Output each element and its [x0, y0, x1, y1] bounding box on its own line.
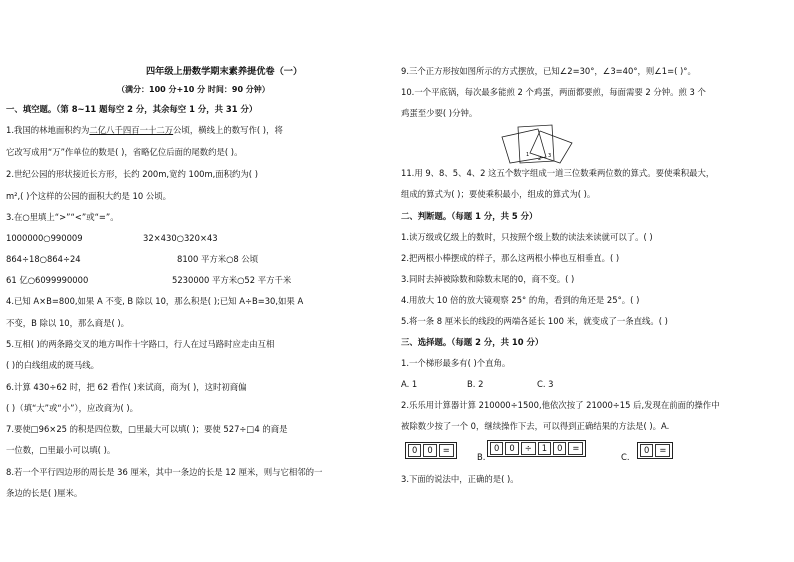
q6-line1: 6.计算 430÷62 时，把 62 看作( )来试商，商为( )，这时初商偏 — [6, 382, 247, 392]
calculator-key: ÷ — [521, 442, 536, 455]
choice-q1-option-a: A. 1 — [401, 379, 418, 389]
q2-line2: m²,( )个这样的公园的面积大约是 10 公顷。 — [6, 191, 171, 201]
calculator-key: 0 — [408, 444, 421, 457]
q7-line2: 一位数，□里最小可以填( )。 — [6, 445, 116, 455]
calculator-key: = — [439, 444, 454, 457]
calculator-key: 0 — [423, 444, 436, 457]
judge-q2: 2.把两根小棒摆成的样子，那么这两根小棒也互相垂直。( ) — [401, 253, 620, 263]
q3-heading: 3.在○里填上“>”“<”或“=”。 — [6, 212, 119, 222]
q3-item: 5230000 平方米○52 平方千米 — [172, 275, 292, 285]
page-title: 四年级上册数学期末素养提优卷（一） — [146, 66, 303, 77]
section1-heading: 一、填空题。（第 8~11 题每空 2 分，其余每空 1 分，共 31 分） — [6, 104, 258, 114]
q3-item: 61 亿○6099990000 — [6, 275, 89, 285]
q10-line1: 10.一个平底锅，每次最多能煎 2 个鸡蛋，两面都要煎，每面需要 2 分钟。煎 3 个 — [401, 87, 706, 97]
q3-item: 1000000○990009 — [6, 233, 83, 243]
three-squares-figure — [498, 123, 580, 165]
choice-q1-option-b: B. 2 — [467, 379, 484, 389]
q2-line1: 2.世纪公园的形状接近长方形，长约 200m,宽约 100m,面积约为( ) — [6, 169, 258, 179]
q4-line2: 不变，B 除以 10，那么商是( )。 — [6, 318, 130, 328]
calculator-key: 1 — [538, 442, 551, 455]
judge-q4: 4.用放大 10 倍的放大镜观察 25° 的角，看到的角还是 25°。( ) — [401, 295, 640, 305]
left-column — [0, 0, 380, 562]
q5-line2: ( )的白线组成的斑马线。 — [6, 360, 99, 370]
option-c-label: C. — [621, 452, 630, 462]
choice-q3: 3.下面的说法中，正确的是( )。 — [401, 474, 519, 484]
exam-subtitle: （满分：100 分+10 分 时间：90 分钟） — [117, 85, 270, 94]
q3-item: 8100 平方米○8 公顷 — [177, 254, 259, 264]
q5-line1: 5.互相( )的两条路交叉的地方叫作十字路口，行人在过马路时应走由互相 — [6, 339, 275, 349]
judge-q1: 1.读万级或亿级上的数时，只按照个级上数的读法来读就可以了。( ) — [401, 232, 653, 242]
right-column — [397, 0, 794, 562]
choice-q2-line2: 被除数少按了一个 0，继续操作下去，可以得到正确结果的方法是( )。A. — [401, 421, 670, 431]
q7-line1: 7.要使□96×25 的积是四位数，□里最大可以填( )；要使 527÷□4 的商是 — [6, 424, 288, 434]
angle-label-2: 2 — [538, 156, 542, 162]
q1-line1: 1.我国的林地面积约为二亿八千四百一十二万公顷，横线上的数写作( )，将 — [6, 125, 283, 135]
q11-line1: 11.用 9、8、5、4、2 这五个数字组成一道三位数乘两位数的算式。要使乘积最大， — [401, 168, 715, 178]
angle-label-1: 1 — [526, 152, 530, 158]
q6-line2: ( )（填“大”或“小”），应改商为( )。 — [6, 403, 139, 413]
angle-label-3: 3 — [548, 153, 552, 159]
q11-line2: 组成的算式为( )；要使乘积最小，组成的算式为( )。 — [401, 189, 596, 199]
q3-item: 864÷18○864÷24 — [6, 254, 81, 264]
q10-line2: 鸡蛋至少要( )分钟。 — [401, 108, 478, 118]
judge-q3: 3.同时去掉被除数和除数末尾的0，商不变。( ) — [401, 274, 575, 284]
calculator-key: 0 — [490, 442, 503, 455]
option-b-label: B. — [477, 452, 486, 462]
q4-line1: 4.已知 A×B=800,如果 A 不变, B 除以 10，那么积是( );已知 A÷B=30,如果 A — [6, 296, 304, 306]
q1-line2: 它改写成用“万”作单位的数是( )，省略亿位后面的尾数约是( )。 — [6, 147, 243, 157]
judge-q5: 5.将一条 8 厘米长的线段的两端各延长 100 米，就变成了一条直线。( ) — [401, 316, 668, 326]
section3-heading: 三、选择题。（每题 2 分，共 10 分） — [401, 337, 544, 347]
q9-text: 9.三个正方形按如图所示的方式摆放，已知∠2=30°，∠3=40°，则∠1=( )°。 — [401, 66, 696, 76]
calculator-key: 0 — [640, 444, 653, 457]
q8-line1: 8.若一个平行四边形的周长是 36 厘米，其中一条边的长是 12 厘米，则与它相邻的一 — [6, 467, 323, 477]
section2-heading: 二、判断题。（每题 1 分，共 5 分） — [401, 211, 538, 221]
choice-q2-line1: 2.乐乐用计算器计算 210000÷1500,他依次按了 21000÷15 后,发现在前面的操作中 — [401, 400, 720, 410]
choice-q1: 1.一个梯形最多有( )个直角。 — [401, 358, 511, 368]
q8-line2: 条边的长是( )厘米。 — [6, 488, 83, 498]
calculator-key: = — [655, 444, 670, 457]
calculator-key: 0 — [505, 442, 518, 455]
choice-q1-option-c: C. 3 — [537, 379, 554, 389]
q3-item: 32×430○320×43 — [143, 233, 218, 243]
calculator-key: = — [568, 442, 583, 455]
calculator-key: 0 — [553, 442, 566, 455]
